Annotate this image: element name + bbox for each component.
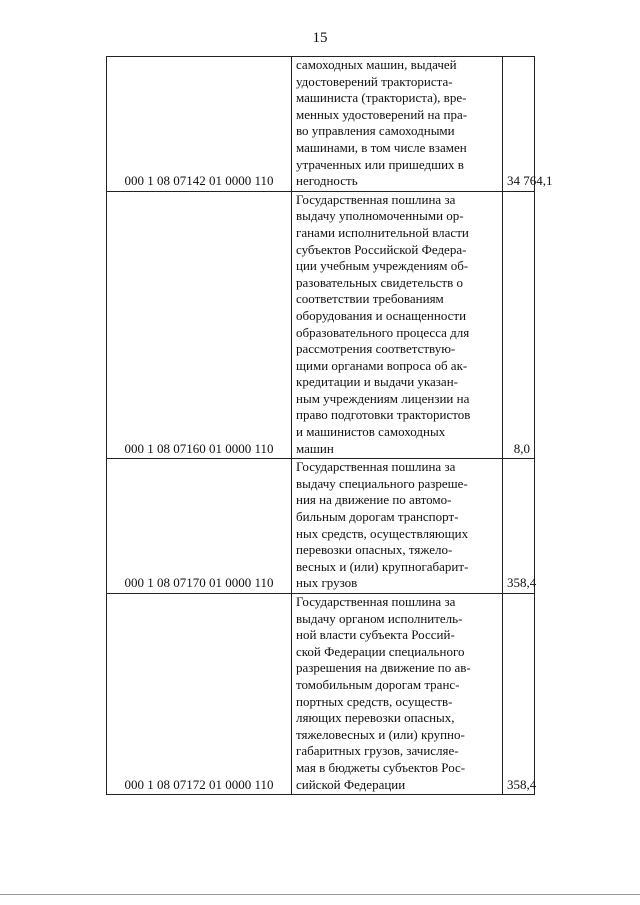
table-row [107, 191, 535, 459]
description-line: образовательного процесса для [296, 324, 470, 340]
description-line: во управления самоходными [296, 123, 455, 139]
description-line: Государственная пошлина за [296, 459, 456, 475]
revenue-description [292, 594, 503, 795]
table-row [107, 57, 535, 192]
page-bottom-rule [0, 894, 640, 895]
description-line: ляющих перевозки опасных, [296, 710, 455, 726]
description-line: щими органами вопроса об ак- [296, 357, 468, 373]
description-line: ным учреждениям лицензии на [296, 390, 470, 406]
description-line: рассмотрения соответствую- [296, 341, 456, 357]
revenue-amount: 8,0 [503, 191, 535, 459]
description-line: Государственная пошлина за [296, 594, 456, 609]
description-line: выдачу уполномоченными ор- [296, 208, 464, 224]
description-line: томобильным дорогам транс- [296, 676, 460, 692]
revenue-amount: 358,4 [503, 459, 535, 594]
page-number: 15 [312, 30, 328, 46]
description-line: ной власти субъекта Россий- [296, 627, 455, 643]
description-line: ния на движение по автомо- [296, 492, 452, 508]
description-line: сийской Федерации [296, 776, 406, 792]
revenue-description [292, 191, 503, 459]
budget-classification-code: 000 1 08 07160 01 0000 110 [107, 191, 292, 459]
description-line: негодность [296, 173, 358, 189]
revenue-amount: 34 764,1 [503, 57, 535, 192]
revenue-description [292, 459, 503, 594]
description-line: разовательных свидетельств о [296, 274, 463, 290]
budget-classification-code: 000 1 08 07170 01 0000 110 [107, 459, 292, 594]
description-line: ганами исполнительной власти [296, 224, 469, 240]
description-line: выдачу специального разреше- [296, 475, 468, 491]
description-line: право подготовки трактористов [296, 407, 471, 423]
description-line: мая в бюджеты субъектов Рос- [296, 759, 466, 775]
description-line: самоходных машин, выдачей [296, 57, 457, 72]
description-line: ных грузов [296, 575, 358, 591]
description-line: весных и (или) крупногабарит- [296, 558, 469, 574]
description-line: тяжеловесных и (или) крупно- [296, 726, 465, 742]
description-line: выдачу органом исполнитель- [296, 610, 463, 626]
description-line: бильным дорогам транспорт- [296, 509, 459, 525]
description-line: Государственная пошлина за [296, 191, 456, 207]
description-line: утраченных или пришедших в [296, 156, 464, 172]
table-row [107, 594, 535, 795]
description-line: машин [296, 440, 334, 456]
description-line: ции учебным учреждениям об- [296, 258, 469, 274]
description-line: кредитации и выдачи указан- [296, 374, 458, 390]
description-line: менных удостоверений на пра- [296, 106, 468, 122]
budget-revenue-table [106, 56, 553, 795]
description-line: портных средств, осуществ- [296, 693, 453, 709]
description-line: перевозки опасных, тяжело- [296, 542, 453, 558]
budget-classification-code: 000 1 08 07142 01 0000 110 [107, 57, 292, 192]
description-line: габаритных грузов, зачисляе- [296, 743, 459, 759]
description-line: ных средств, осуществляющих [296, 525, 469, 541]
description-line: машиниста (тракториста), вре- [296, 90, 467, 106]
description-line: разрешения на движение по ав- [296, 660, 471, 676]
description-line: соответствии требованиям [296, 291, 444, 307]
description-line: машинами, в том числе взамен [296, 139, 467, 155]
budget-classification-code: 000 1 08 07172 01 0000 110 [107, 594, 292, 795]
description-line: ской Федерации специального [296, 643, 465, 659]
revenue-description [292, 57, 503, 192]
revenue-amount: 358,4 [503, 594, 535, 795]
description-line: и машинистов самоходных [296, 424, 446, 440]
description-line: удостоверений тракториста- [296, 73, 453, 89]
description-line: субъектов Российской Федера- [296, 241, 467, 257]
table-row [107, 459, 535, 594]
description-line: оборудования и оснащенности [296, 307, 467, 323]
